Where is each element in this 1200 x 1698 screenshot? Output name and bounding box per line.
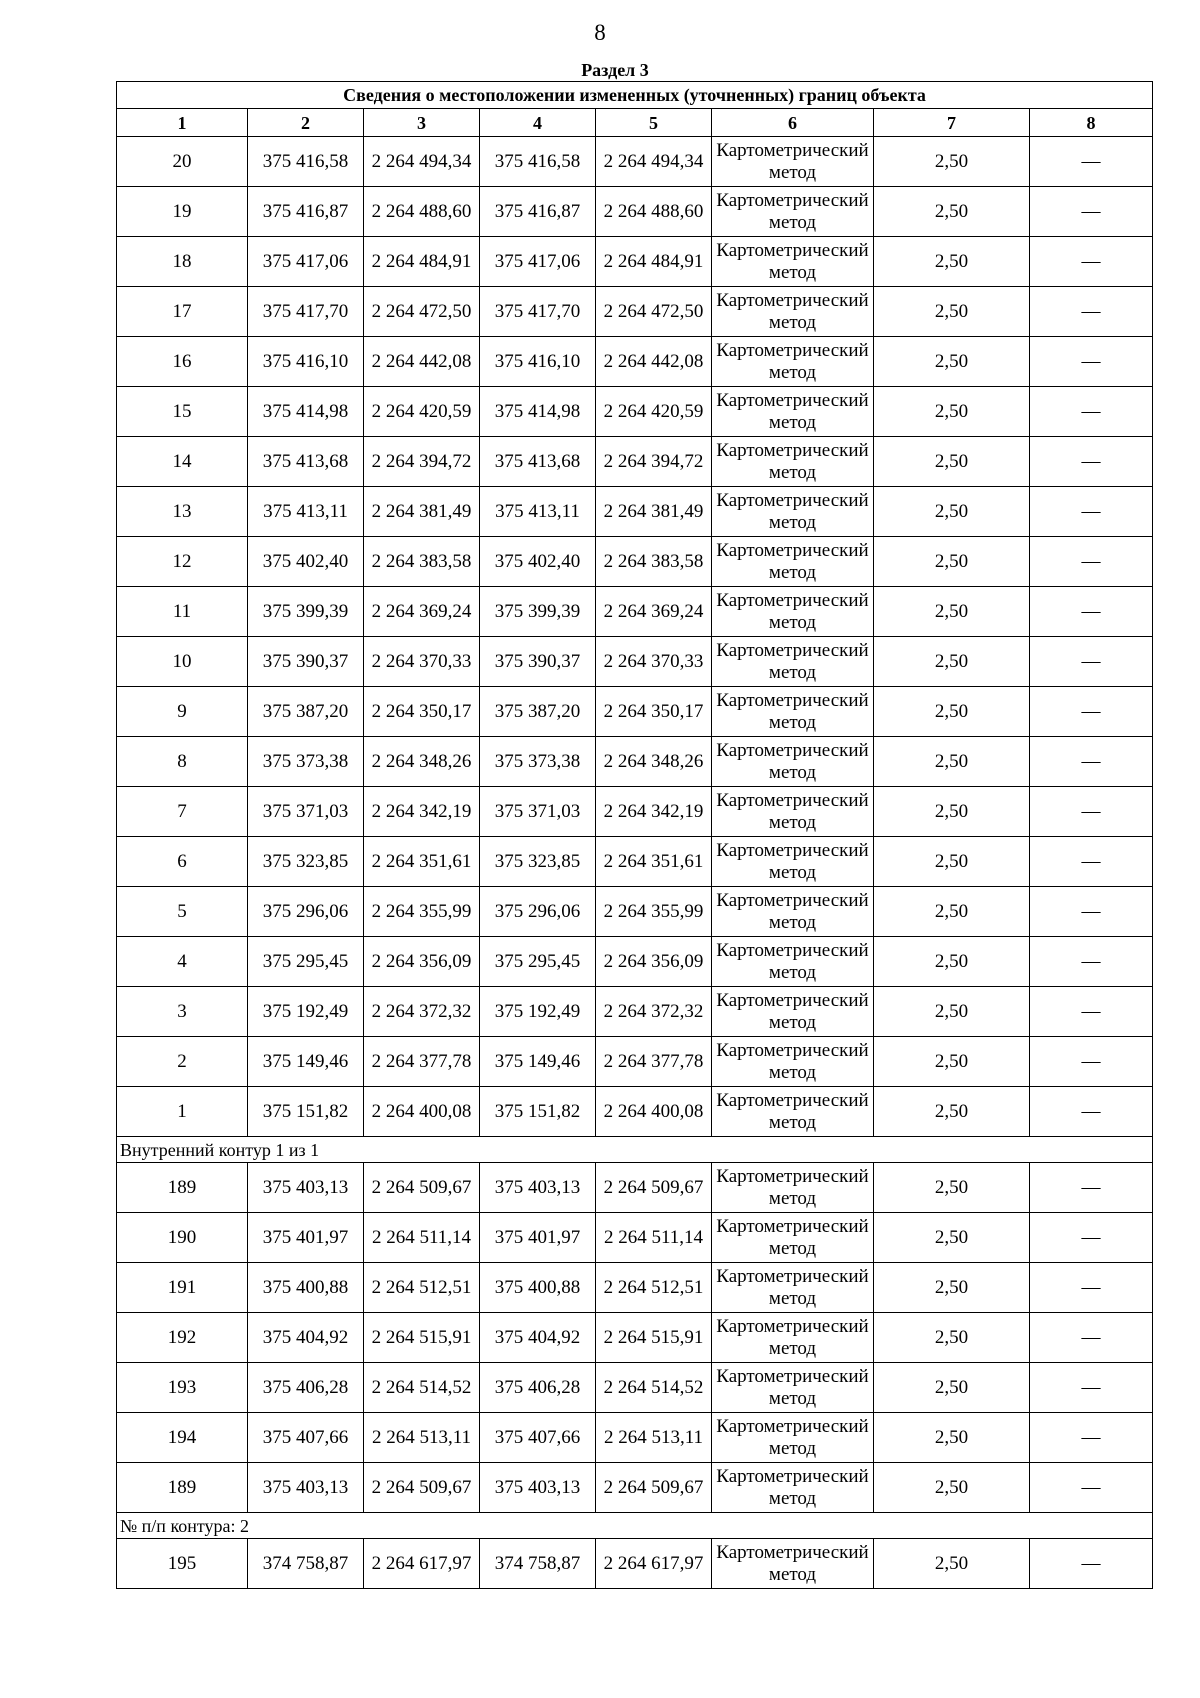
method-cell bbox=[712, 187, 874, 237]
x-old-cell: 375 390,37 bbox=[248, 637, 364, 687]
description-cell: — bbox=[1030, 187, 1153, 237]
description-cell: — bbox=[1030, 837, 1153, 887]
method-text: Картометрический метод bbox=[716, 1165, 869, 1209]
point-number-cell: 13 bbox=[117, 487, 248, 537]
point-number-cell: 190 bbox=[117, 1213, 248, 1263]
x-old-cell: 375 407,66 bbox=[248, 1413, 364, 1463]
table-row bbox=[117, 337, 1153, 387]
point-number-cell: 195 bbox=[117, 1539, 248, 1589]
method-cell bbox=[712, 787, 874, 837]
table-row bbox=[117, 1263, 1153, 1313]
description-cell: — bbox=[1030, 1037, 1153, 1087]
point-number-cell: 10 bbox=[117, 637, 248, 687]
point-number-cell: 16 bbox=[117, 337, 248, 387]
table-row bbox=[117, 1413, 1153, 1463]
accuracy-cell: 2,50 bbox=[874, 887, 1030, 937]
x-old-cell: 375 401,97 bbox=[248, 1213, 364, 1263]
y-old-cell: 2 264 484,91 bbox=[364, 237, 480, 287]
description-cell: — bbox=[1030, 1263, 1153, 1313]
point-number-cell: 17 bbox=[117, 287, 248, 337]
point-number-cell: 19 bbox=[117, 187, 248, 237]
y-new-cell: 2 264 377,78 bbox=[596, 1037, 712, 1087]
column-number: 5 bbox=[596, 109, 712, 137]
method-text: Картометрический метод bbox=[716, 1315, 869, 1359]
y-new-cell: 2 264 355,99 bbox=[596, 887, 712, 937]
x-new-cell: 375 295,45 bbox=[480, 937, 596, 987]
method-text: Картометрический метод bbox=[716, 1089, 869, 1133]
x-new-cell: 375 406,28 bbox=[480, 1363, 596, 1413]
column-number: 4 bbox=[480, 109, 596, 137]
x-old-cell: 375 404,92 bbox=[248, 1313, 364, 1363]
x-new-cell: 375 414,98 bbox=[480, 387, 596, 437]
x-old-cell: 375 323,85 bbox=[248, 837, 364, 887]
table-row bbox=[117, 137, 1153, 187]
method-text: Картометрический метод bbox=[716, 139, 869, 183]
point-number-cell: 4 bbox=[117, 937, 248, 987]
column-number: 2 bbox=[248, 109, 364, 137]
x-new-cell: 375 192,49 bbox=[480, 987, 596, 1037]
y-new-cell: 2 264 356,09 bbox=[596, 937, 712, 987]
accuracy-cell: 2,50 bbox=[874, 337, 1030, 387]
column-number: 3 bbox=[364, 109, 480, 137]
method-text: Картометрический метод bbox=[716, 189, 869, 233]
x-new-cell: 375 151,82 bbox=[480, 1087, 596, 1137]
accuracy-cell: 2,50 bbox=[874, 837, 1030, 887]
y-old-cell: 2 264 394,72 bbox=[364, 437, 480, 487]
x-old-cell: 375 403,13 bbox=[248, 1163, 364, 1213]
method-cell bbox=[712, 137, 874, 187]
accuracy-cell: 2,50 bbox=[874, 1087, 1030, 1137]
contour-label-row bbox=[117, 1137, 1153, 1163]
y-old-cell: 2 264 511,14 bbox=[364, 1213, 480, 1263]
method-text: Картометрический метод bbox=[716, 889, 869, 933]
accuracy-cell: 2,50 bbox=[874, 287, 1030, 337]
x-new-cell: 375 413,11 bbox=[480, 487, 596, 537]
method-cell bbox=[712, 1413, 874, 1463]
accuracy-cell: 2,50 bbox=[874, 587, 1030, 637]
table-row bbox=[117, 987, 1153, 1037]
y-old-cell: 2 264 442,08 bbox=[364, 337, 480, 387]
x-old-cell: 375 417,06 bbox=[248, 237, 364, 287]
description-cell: — bbox=[1030, 637, 1153, 687]
y-new-cell: 2 264 514,52 bbox=[596, 1363, 712, 1413]
y-new-cell: 2 264 513,11 bbox=[596, 1413, 712, 1463]
y-old-cell: 2 264 370,33 bbox=[364, 637, 480, 687]
x-new-cell: 375 417,70 bbox=[480, 287, 596, 337]
y-new-cell: 2 264 381,49 bbox=[596, 487, 712, 537]
accuracy-cell: 2,50 bbox=[874, 1263, 1030, 1313]
y-old-cell: 2 264 400,08 bbox=[364, 1087, 480, 1137]
description-cell: — bbox=[1030, 1363, 1153, 1413]
y-new-cell: 2 264 383,58 bbox=[596, 537, 712, 587]
table-row bbox=[117, 1087, 1153, 1137]
method-cell bbox=[712, 1213, 874, 1263]
description-cell: — bbox=[1030, 887, 1153, 937]
x-new-cell: 375 387,20 bbox=[480, 687, 596, 737]
description-cell: — bbox=[1030, 1087, 1153, 1137]
description-cell: — bbox=[1030, 237, 1153, 287]
table-row bbox=[117, 937, 1153, 987]
accuracy-cell: 2,50 bbox=[874, 537, 1030, 587]
table-row bbox=[117, 187, 1153, 237]
y-new-cell: 2 264 442,08 bbox=[596, 337, 712, 387]
point-number-cell: 5 bbox=[117, 887, 248, 937]
table-row bbox=[117, 587, 1153, 637]
x-old-cell: 375 413,68 bbox=[248, 437, 364, 487]
y-old-cell: 2 264 420,59 bbox=[364, 387, 480, 437]
method-cell bbox=[712, 537, 874, 587]
y-old-cell: 2 264 351,61 bbox=[364, 837, 480, 887]
contour-label: № п/п контура: 2 bbox=[117, 1513, 1153, 1539]
y-new-cell: 2 264 420,59 bbox=[596, 387, 712, 437]
method-cell bbox=[712, 1087, 874, 1137]
method-text: Картометрический метод bbox=[716, 1215, 869, 1259]
method-text: Картометрический метод bbox=[716, 1541, 869, 1585]
description-cell: — bbox=[1030, 987, 1153, 1037]
x-new-cell: 374 758,87 bbox=[480, 1539, 596, 1589]
y-old-cell: 2 264 355,99 bbox=[364, 887, 480, 937]
x-old-cell: 375 406,28 bbox=[248, 1363, 364, 1413]
x-new-cell: 375 323,85 bbox=[480, 837, 596, 887]
y-old-cell: 2 264 509,67 bbox=[364, 1163, 480, 1213]
y-old-cell: 2 264 513,11 bbox=[364, 1413, 480, 1463]
accuracy-cell: 2,50 bbox=[874, 737, 1030, 787]
description-cell: — bbox=[1030, 287, 1153, 337]
x-old-cell: 375 403,13 bbox=[248, 1463, 364, 1513]
description-cell: — bbox=[1030, 737, 1153, 787]
table-row bbox=[117, 787, 1153, 837]
y-old-cell: 2 264 381,49 bbox=[364, 487, 480, 537]
method-cell bbox=[712, 237, 874, 287]
method-text: Картометрический метод bbox=[716, 1365, 869, 1409]
x-old-cell: 375 402,40 bbox=[248, 537, 364, 587]
method-cell bbox=[712, 1463, 874, 1513]
y-new-cell: 2 264 400,08 bbox=[596, 1087, 712, 1137]
accuracy-cell: 2,50 bbox=[874, 937, 1030, 987]
y-old-cell: 2 264 383,58 bbox=[364, 537, 480, 587]
point-number-cell: 7 bbox=[117, 787, 248, 837]
table-row bbox=[117, 237, 1153, 287]
table-row bbox=[117, 287, 1153, 337]
contour-label: Внутренний контур 1 из 1 bbox=[117, 1137, 1153, 1163]
y-new-cell: 2 264 342,19 bbox=[596, 787, 712, 837]
y-new-cell: 2 264 372,32 bbox=[596, 987, 712, 1037]
table-row bbox=[117, 1037, 1153, 1087]
table-row bbox=[117, 1313, 1153, 1363]
accuracy-cell: 2,50 bbox=[874, 387, 1030, 437]
point-number-cell: 189 bbox=[117, 1463, 248, 1513]
y-new-cell: 2 264 617,97 bbox=[596, 1539, 712, 1589]
point-number-cell: 191 bbox=[117, 1263, 248, 1313]
table-row bbox=[117, 837, 1153, 887]
description-cell: — bbox=[1030, 1213, 1153, 1263]
x-new-cell: 375 413,68 bbox=[480, 437, 596, 487]
x-new-cell: 375 403,13 bbox=[480, 1463, 596, 1513]
point-number-cell: 8 bbox=[117, 737, 248, 787]
description-cell: — bbox=[1030, 587, 1153, 637]
x-new-cell: 375 407,66 bbox=[480, 1413, 596, 1463]
accuracy-cell: 2,50 bbox=[874, 637, 1030, 687]
description-cell: — bbox=[1030, 937, 1153, 987]
x-new-cell: 375 416,87 bbox=[480, 187, 596, 237]
y-old-cell: 2 264 512,51 bbox=[364, 1263, 480, 1313]
table-title: Сведения о местоположении измененных (уточненных) границ объекта bbox=[117, 82, 1153, 109]
method-cell bbox=[712, 337, 874, 387]
method-cell bbox=[712, 637, 874, 687]
table-row bbox=[117, 487, 1153, 537]
description-cell: — bbox=[1030, 1463, 1153, 1513]
method-cell bbox=[712, 1263, 874, 1313]
accuracy-cell: 2,50 bbox=[874, 1413, 1030, 1463]
y-new-cell: 2 264 515,91 bbox=[596, 1313, 712, 1363]
accuracy-cell: 2,50 bbox=[874, 787, 1030, 837]
method-text: Картометрический метод bbox=[716, 489, 869, 533]
accuracy-cell: 2,50 bbox=[874, 687, 1030, 737]
table-row bbox=[117, 1463, 1153, 1513]
description-cell: — bbox=[1030, 487, 1153, 537]
description-cell: — bbox=[1030, 387, 1153, 437]
section-title: Раздел 3 bbox=[581, 60, 649, 80]
table-row bbox=[117, 1539, 1153, 1589]
y-old-cell: 2 264 514,52 bbox=[364, 1363, 480, 1413]
method-cell bbox=[712, 587, 874, 637]
method-text: Картометрический метод bbox=[716, 1415, 869, 1459]
x-old-cell: 375 417,70 bbox=[248, 287, 364, 337]
accuracy-cell: 2,50 bbox=[874, 187, 1030, 237]
y-old-cell: 2 264 509,67 bbox=[364, 1463, 480, 1513]
column-number: 1 bbox=[117, 109, 248, 137]
y-old-cell: 2 264 472,50 bbox=[364, 287, 480, 337]
x-new-cell: 375 402,40 bbox=[480, 537, 596, 587]
description-cell: — bbox=[1030, 1539, 1153, 1589]
x-old-cell: 375 371,03 bbox=[248, 787, 364, 837]
method-cell bbox=[712, 287, 874, 337]
y-new-cell: 2 264 509,67 bbox=[596, 1163, 712, 1213]
method-text: Картометрический метод bbox=[716, 1465, 869, 1509]
point-number-cell: 11 bbox=[117, 587, 248, 637]
method-text: Картометрический метод bbox=[716, 339, 869, 383]
column-number-row bbox=[117, 109, 1153, 137]
y-old-cell: 2 264 494,34 bbox=[364, 137, 480, 187]
x-new-cell: 375 404,92 bbox=[480, 1313, 596, 1363]
page-number: 8 bbox=[594, 20, 606, 45]
table-row bbox=[117, 1363, 1153, 1413]
description-cell: — bbox=[1030, 537, 1153, 587]
accuracy-cell: 2,50 bbox=[874, 1313, 1030, 1363]
method-text: Картометрический метод bbox=[716, 589, 869, 633]
point-number-cell: 14 bbox=[117, 437, 248, 487]
accuracy-cell: 2,50 bbox=[874, 487, 1030, 537]
table-row bbox=[117, 637, 1153, 687]
method-text: Картометрический метод bbox=[716, 689, 869, 733]
table-row bbox=[117, 537, 1153, 587]
y-new-cell: 2 264 369,24 bbox=[596, 587, 712, 637]
point-number-cell: 193 bbox=[117, 1363, 248, 1413]
x-old-cell: 375 296,06 bbox=[248, 887, 364, 937]
y-new-cell: 2 264 511,14 bbox=[596, 1213, 712, 1263]
y-old-cell: 2 264 377,78 bbox=[364, 1037, 480, 1087]
x-old-cell: 375 151,82 bbox=[248, 1087, 364, 1137]
method-text: Картометрический метод bbox=[716, 939, 869, 983]
y-new-cell: 2 264 348,26 bbox=[596, 737, 712, 787]
y-old-cell: 2 264 369,24 bbox=[364, 587, 480, 637]
method-text: Картометрический метод bbox=[716, 1039, 869, 1083]
accuracy-cell: 2,50 bbox=[874, 237, 1030, 287]
method-cell bbox=[712, 1313, 874, 1363]
x-new-cell: 375 417,06 bbox=[480, 237, 596, 287]
x-old-cell: 375 416,58 bbox=[248, 137, 364, 187]
method-text: Картометрический метод bbox=[716, 789, 869, 833]
point-number-cell: 192 bbox=[117, 1313, 248, 1363]
x-new-cell: 375 390,37 bbox=[480, 637, 596, 687]
point-number-cell: 18 bbox=[117, 237, 248, 287]
method-cell bbox=[712, 887, 874, 937]
x-new-cell: 375 399,39 bbox=[480, 587, 596, 637]
method-cell bbox=[712, 487, 874, 537]
method-text: Картометрический метод bbox=[716, 289, 869, 333]
x-new-cell: 375 373,38 bbox=[480, 737, 596, 787]
point-number-cell: 1 bbox=[117, 1087, 248, 1137]
method-cell bbox=[712, 1163, 874, 1213]
y-old-cell: 2 264 372,32 bbox=[364, 987, 480, 1037]
method-cell bbox=[712, 687, 874, 737]
x-new-cell: 375 403,13 bbox=[480, 1163, 596, 1213]
x-old-cell: 375 399,39 bbox=[248, 587, 364, 637]
y-new-cell: 2 264 351,61 bbox=[596, 837, 712, 887]
accuracy-cell: 2,50 bbox=[874, 1363, 1030, 1413]
accuracy-cell: 2,50 bbox=[874, 987, 1030, 1037]
method-text: Картометрический метод bbox=[716, 839, 869, 883]
point-number-cell: 3 bbox=[117, 987, 248, 1037]
x-new-cell: 375 149,46 bbox=[480, 1037, 596, 1087]
point-number-cell: 194 bbox=[117, 1413, 248, 1463]
description-cell: — bbox=[1030, 437, 1153, 487]
method-text: Картометрический метод bbox=[716, 639, 869, 683]
method-text: Картометрический метод bbox=[716, 539, 869, 583]
x-new-cell: 375 416,10 bbox=[480, 337, 596, 387]
x-old-cell: 375 400,88 bbox=[248, 1263, 364, 1313]
method-cell bbox=[712, 737, 874, 787]
accuracy-cell: 2,50 bbox=[874, 1213, 1030, 1263]
method-cell bbox=[712, 837, 874, 887]
x-old-cell: 375 192,49 bbox=[248, 987, 364, 1037]
y-old-cell: 2 264 356,09 bbox=[364, 937, 480, 987]
point-number-cell: 6 bbox=[117, 837, 248, 887]
y-new-cell: 2 264 494,34 bbox=[596, 137, 712, 187]
y-new-cell: 2 264 472,50 bbox=[596, 287, 712, 337]
x-old-cell: 375 149,46 bbox=[248, 1037, 364, 1087]
x-old-cell: 375 373,38 bbox=[248, 737, 364, 787]
table-title-row bbox=[117, 82, 1153, 109]
table-row bbox=[117, 1213, 1153, 1263]
point-number-cell: 15 bbox=[117, 387, 248, 437]
description-cell: — bbox=[1030, 1163, 1153, 1213]
table-row bbox=[117, 437, 1153, 487]
point-number-cell: 12 bbox=[117, 537, 248, 587]
y-new-cell: 2 264 394,72 bbox=[596, 437, 712, 487]
method-text: Картометрический метод bbox=[716, 1265, 869, 1309]
method-cell bbox=[712, 437, 874, 487]
x-new-cell: 375 371,03 bbox=[480, 787, 596, 837]
accuracy-cell: 2,50 bbox=[874, 137, 1030, 187]
method-text: Картометрический метод bbox=[716, 239, 869, 283]
y-new-cell: 2 264 484,91 bbox=[596, 237, 712, 287]
contour-label-row bbox=[117, 1513, 1153, 1539]
method-text: Картометрический метод bbox=[716, 989, 869, 1033]
point-number-cell: 20 bbox=[117, 137, 248, 187]
y-new-cell: 2 264 512,51 bbox=[596, 1263, 712, 1313]
description-cell: — bbox=[1030, 137, 1153, 187]
x-old-cell: 375 413,11 bbox=[248, 487, 364, 537]
point-number-cell: 189 bbox=[117, 1163, 248, 1213]
x-old-cell: 375 416,10 bbox=[248, 337, 364, 387]
x-new-cell: 375 416,58 bbox=[480, 137, 596, 187]
point-number-cell: 2 bbox=[117, 1037, 248, 1087]
description-cell: — bbox=[1030, 337, 1153, 387]
accuracy-cell: 2,50 bbox=[874, 437, 1030, 487]
y-new-cell: 2 264 488,60 bbox=[596, 187, 712, 237]
method-cell bbox=[712, 387, 874, 437]
method-cell bbox=[712, 937, 874, 987]
description-cell: — bbox=[1030, 687, 1153, 737]
y-old-cell: 2 264 617,97 bbox=[364, 1539, 480, 1589]
accuracy-cell: 2,50 bbox=[874, 1163, 1030, 1213]
accuracy-cell: 2,50 bbox=[874, 1539, 1030, 1589]
x-old-cell: 375 414,98 bbox=[248, 387, 364, 437]
description-cell: — bbox=[1030, 787, 1153, 837]
method-cell bbox=[712, 1539, 874, 1589]
x-new-cell: 375 401,97 bbox=[480, 1213, 596, 1263]
y-old-cell: 2 264 350,17 bbox=[364, 687, 480, 737]
description-cell: — bbox=[1030, 1413, 1153, 1463]
description-cell: — bbox=[1030, 1313, 1153, 1363]
point-number-cell: 9 bbox=[117, 687, 248, 737]
x-new-cell: 375 296,06 bbox=[480, 887, 596, 937]
table-row bbox=[117, 687, 1153, 737]
y-old-cell: 2 264 342,19 bbox=[364, 787, 480, 837]
column-number: 8 bbox=[1030, 109, 1153, 137]
y-new-cell: 2 264 509,67 bbox=[596, 1463, 712, 1513]
y-old-cell: 2 264 488,60 bbox=[364, 187, 480, 237]
x-old-cell: 375 387,20 bbox=[248, 687, 364, 737]
method-cell bbox=[712, 1037, 874, 1087]
table-row bbox=[117, 737, 1153, 787]
x-old-cell: 375 416,87 bbox=[248, 187, 364, 237]
method-text: Картометрический метод bbox=[716, 739, 869, 783]
table-row bbox=[117, 1163, 1153, 1213]
column-number: 7 bbox=[874, 109, 1030, 137]
y-new-cell: 2 264 350,17 bbox=[596, 687, 712, 737]
coordinates-table bbox=[116, 81, 1153, 1589]
y-old-cell: 2 264 515,91 bbox=[364, 1313, 480, 1363]
accuracy-cell: 2,50 bbox=[874, 1037, 1030, 1087]
method-text: Картометрический метод bbox=[716, 439, 869, 483]
column-number: 6 bbox=[712, 109, 874, 137]
accuracy-cell: 2,50 bbox=[874, 1463, 1030, 1513]
method-cell bbox=[712, 987, 874, 1037]
method-cell bbox=[712, 1363, 874, 1413]
x-new-cell: 375 400,88 bbox=[480, 1263, 596, 1313]
table-row bbox=[117, 387, 1153, 437]
x-old-cell: 374 758,87 bbox=[248, 1539, 364, 1589]
x-old-cell: 375 295,45 bbox=[248, 937, 364, 987]
y-old-cell: 2 264 348,26 bbox=[364, 737, 480, 787]
table-row bbox=[117, 887, 1153, 937]
method-text: Картометрический метод bbox=[716, 389, 869, 433]
y-new-cell: 2 264 370,33 bbox=[596, 637, 712, 687]
